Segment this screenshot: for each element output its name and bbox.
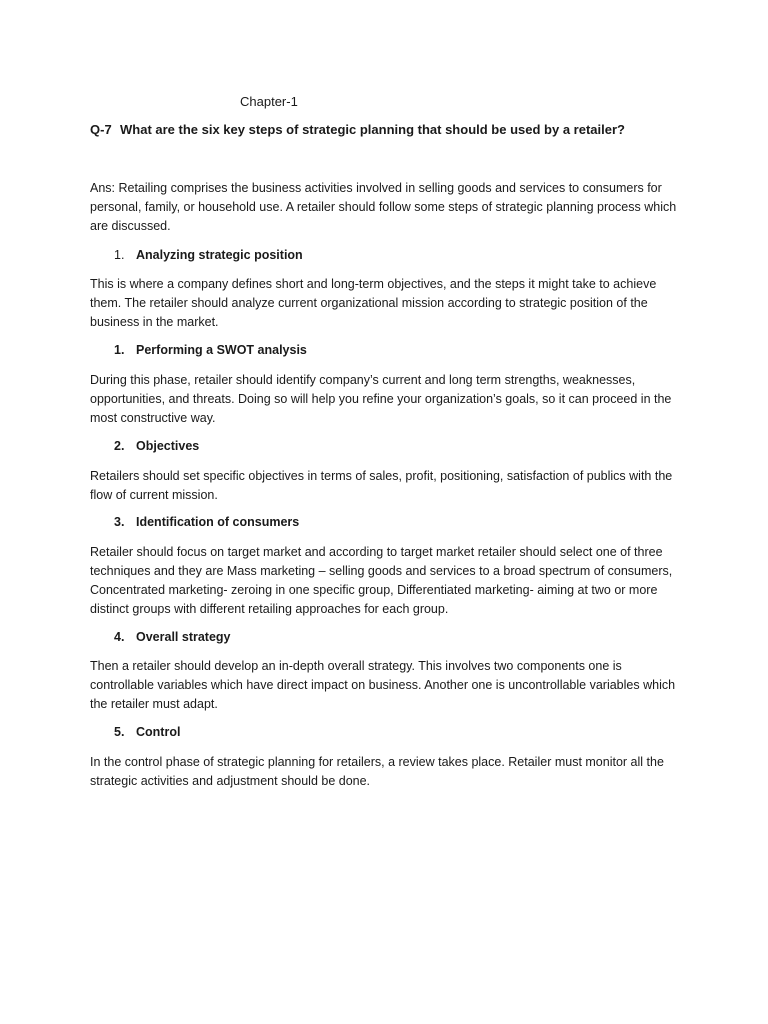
section-number: 5. xyxy=(114,725,125,739)
section-heading xyxy=(114,725,180,739)
question-text: What are the six key steps of strategic planning that should be used by a retailer? xyxy=(120,122,625,137)
section-number: 3. xyxy=(114,515,125,529)
section-heading xyxy=(114,515,299,529)
section-body: This is where a company defines short and long-term objectives, and the steps it might take to achieve them. The retailer should analyze current organizational mission according to strategic position of the business in the market. xyxy=(90,277,657,329)
section-heading xyxy=(114,248,303,262)
answer-intro: Ans: Retailing comprises the business activities involved in selling goods and services to consumers for personal, family, or household use. A retailer should follow some steps of strategic planning process which are discussed. xyxy=(90,181,677,233)
section-body: Retailers should set specific objectives in terms of sales, profit, positioning, satisfaction of publics with the flow of current mission. xyxy=(90,469,673,502)
section-heading xyxy=(114,343,307,357)
chapter-title: Chapter-1 xyxy=(240,94,298,109)
section-body: Then a retailer should develop an in-depth overall strategy. This involves two components one is controllable variables which have direct impact on business. Another one is uncontrollable variables which the retailer must adapt. xyxy=(90,659,676,711)
section-heading xyxy=(114,439,199,453)
section-number: 1. xyxy=(114,248,125,262)
question-heading xyxy=(90,122,625,137)
section-title: Analyzing strategic position xyxy=(136,248,303,262)
section-number: 4. xyxy=(114,630,125,644)
section-title: Identification of consumers xyxy=(136,515,300,529)
section-body: During this phase, retailer should identify company’s current and long term strengths, weaknesses, opportunities, and threats. Doing so will help you refine your organization’s goals, so it can proceed in the most constructive way. xyxy=(90,373,672,425)
section-title: Overall strategy xyxy=(136,630,231,644)
section-title: Control xyxy=(136,725,181,739)
question-number: Q-7 xyxy=(90,122,112,137)
section-body: In the control phase of strategic planning for retailers, a review takes place. Retailer must monitor all the strategic activities and adjustment should be done. xyxy=(90,755,664,788)
section-title: Objectives xyxy=(136,439,200,453)
section-title: Performing a SWOT analysis xyxy=(136,343,307,357)
section-number: 2. xyxy=(114,439,125,453)
section-number: 1. xyxy=(114,343,125,357)
section-body: Retailer should focus on target market and according to target market retailer should select one of three techniques and they are Mass marketing – selling goods and services to a broad spectrum of consumers, Concentrated marketing- zeroing in one specific group, Differentiated marketing- aiming at two or more distinct groups with different retailing approaches for each group. xyxy=(90,545,673,616)
section-heading xyxy=(114,630,231,644)
